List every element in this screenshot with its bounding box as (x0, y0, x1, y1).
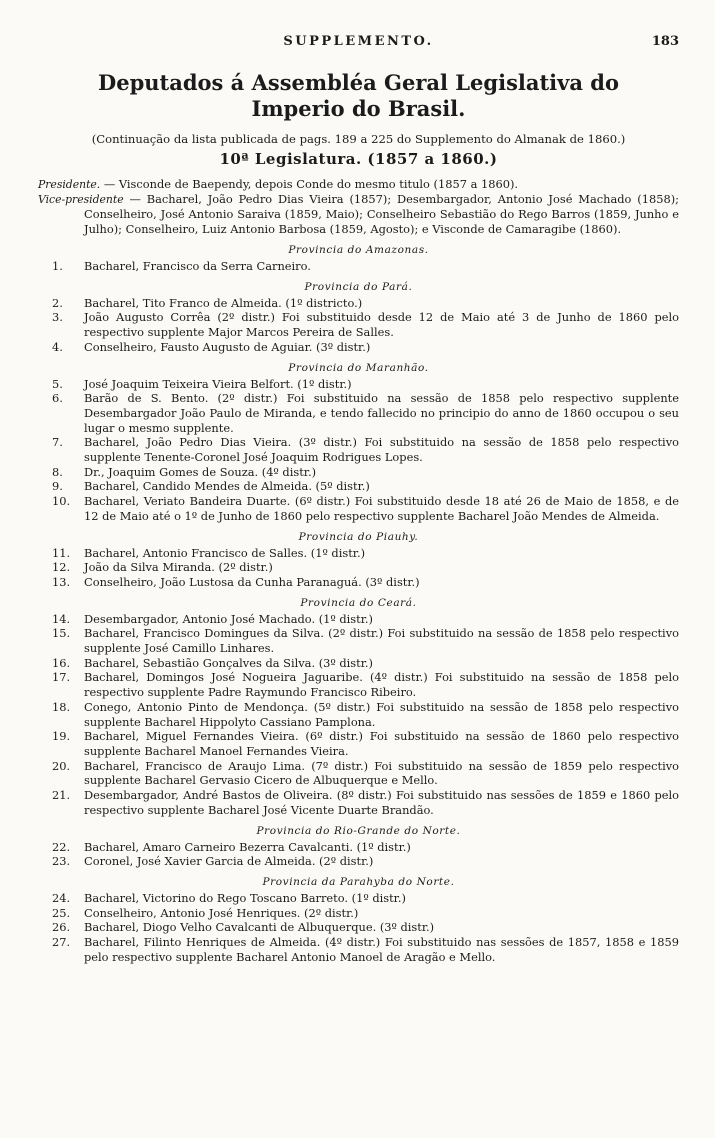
province-heading: Provincia do Maranhão. (288, 361, 429, 374)
province-section (38, 362, 679, 524)
entry-number: 14. (52, 611, 71, 626)
entry-number: 16. (52, 655, 71, 670)
province-section (38, 876, 679, 965)
deputy-entry (38, 494, 679, 523)
entry-text: Bacharel, Antonio Francisco de Salles. (1º distr.) (84, 545, 366, 560)
entry-number: 18. (52, 699, 71, 714)
entry-number: 8. (52, 464, 63, 479)
entry-text: João da Silva Miranda. (2º distr.) (84, 560, 273, 575)
entry-text: Bacharel, João Pedro Dias Vieira. (3º distr.) Foi substituido na sessão de 1858 pelo respectivo supplente Tenente-Coronel José Joaquim Rodrigues Lopes. (84, 435, 679, 465)
deputy-entry (38, 670, 679, 699)
province-heading: Provincia do Rio-Grande do Norte. (256, 824, 461, 837)
deputy-list (38, 840, 679, 869)
provinces-list (38, 244, 679, 964)
deputy-entry (38, 935, 679, 964)
deputy-entry (38, 920, 679, 935)
entry-number: 4. (52, 339, 63, 354)
deputy-entry (38, 656, 679, 671)
entry-text: Bacharel, Domingos José Nogueira Jaguaribe. (4º distr.) Foi substituido na sessão de 1858 pelo respectivo supplente Padre Raymundo Francisco Ribeiro. (84, 670, 679, 700)
entry-text: Barão de S. Bento. (2º distr.) Foi substituido na sessão de 1858 pelo respectivo supplente Desembargador João Paulo de Miranda, e tendo fallecido no principio do anno de 1860 occupou o seu lugar o mesmo supplente. (84, 391, 679, 435)
province-section (38, 597, 679, 818)
entry-text: Bacharel, Victorino do Rego Toscano Barreto. (1º distr.) (84, 890, 406, 905)
running-head-title: SUPPLEMENTO. (283, 34, 434, 49)
entry-text: Coronel, José Xavier Garcia de Almeida. (2º distr.) (84, 854, 374, 869)
entry-number: 12. (52, 560, 71, 575)
entry-text: Conselheiro, Fausto Augusto de Aguiar. (3º distr.) (84, 339, 371, 354)
deputy-entry (38, 479, 679, 494)
deputy-entry (38, 612, 679, 627)
entry-text: João Augusto Corrêa (2º distr.) Foi substituido desde 12 de Maio até 3 de Junho de 1860 pelo respectivo supplente Major Marcos Pereira de Salles. (84, 310, 679, 340)
province-heading: Provincia da Parahyba do Norte. (262, 875, 455, 888)
deputy-entry (38, 854, 679, 869)
entry-number: 1. (52, 259, 63, 273)
entry-number: 13. (52, 574, 71, 589)
province-heading: Provincia do Pará. (304, 280, 413, 293)
entry-number: 5. (52, 376, 63, 391)
entry-text: Bacharel, Candido Mendes de Almeida. (5º distr.) (84, 479, 370, 494)
deputy-entry (38, 377, 679, 392)
entry-text: Desembargador, André Bastos de Oliveira. (8º distr.) Foi substituido nas sessões de 1859 e 1860 pelo respectivo supplente Bacharel José Vicente Duarte Brandão. (84, 788, 679, 817)
deputy-list (38, 296, 679, 355)
deputy-entry (38, 788, 679, 817)
deputy-entry (38, 435, 679, 464)
entry-text: Bacharel, Filinto Henriques de Almeida. (4º distr.) Foi substituido nas sessões de 1857, 1858 e 1859 pelo respectivo supplente Bacharel Antonio Manoel de Aragão e Mello. (84, 935, 679, 964)
entry-text: Bacharel, Diogo Velho Cavalcanti de Albuquerque. (3º distr.) (84, 920, 435, 935)
entry-text: Bacharel, Veriato Bandeira Duarte. (6º distr.) Foi substituido desde 18 até 26 de Maio de 1858, e de 12 de Maio até o 1º de Junho de 1860 pelo respectivo supplente Bacharel João Mendes de Almeida. (84, 494, 679, 523)
entry-text: Desembargador, Antonio José Machado. (1º distr.) (84, 611, 373, 626)
entry-text: Bacharel, Francisco de Araujo Lima. (7º distr.) Foi substituido na sessão de 1859 pelo respectivo supplente Bacharel Gervasio Cicero de Albuquerque e Mello. (84, 758, 679, 788)
deputy-entry (38, 759, 679, 788)
entry-text: Bacharel, Francisco Domingues da Silva. (2º distr.) Foi substituido na sessão de 1858 pelo respectivo supplente José Camillo Linhares. (84, 626, 679, 656)
deputy-entry (38, 575, 679, 590)
entry-text: Conselheiro, Antonio José Henriques. (2º distr.) (84, 905, 359, 920)
province-section (38, 244, 679, 274)
deputy-entry (38, 391, 679, 435)
entry-text: Conego, Antonio Pinto de Mendonça. (5º distr.) Foi substituido na sessão de 1858 pelo respectivo supplente Bacharel Hippolyto Cassiano Pamplona. (84, 699, 679, 729)
province-heading: Provincia do Piauhy. (298, 530, 419, 543)
page-number: 183 (651, 34, 679, 49)
deputy-list (38, 546, 679, 590)
deputy-list (38, 891, 679, 965)
deputy-list (38, 377, 679, 524)
province-section (38, 825, 679, 869)
president-line (38, 177, 679, 192)
deputy-entry (38, 296, 679, 311)
deputy-entry (38, 891, 679, 906)
deputy-entry (38, 465, 679, 480)
vice-president-label: Vice-presidente (38, 193, 124, 206)
entry-number: 27. (52, 935, 71, 950)
entry-number: 26. (52, 920, 71, 935)
deputy-entry (38, 840, 679, 855)
deputy-entry (38, 340, 679, 355)
page-heading: Deputados á Assembléa Geral Legislativa do Imperio do Brasil. (98, 70, 619, 121)
province-section (38, 281, 679, 355)
entry-text: Bacharel, Sebastião Gonçalves da Silva. (3º distr.) (84, 655, 373, 670)
deputy-entry (38, 560, 679, 575)
entry-number: 7. (52, 435, 63, 450)
deputy-entry (38, 310, 679, 339)
province-heading: Provincia do Amazonas. (288, 244, 429, 256)
officers-block (38, 177, 679, 237)
entry-number: 9. (52, 479, 63, 494)
entry-number: 19. (52, 729, 71, 744)
entry-number: 21. (52, 788, 71, 803)
entry-number: 3. (52, 310, 63, 325)
entry-text: Bacharel, Francisco da Serra Carneiro. (84, 259, 311, 273)
entry-number: 10. (52, 494, 71, 509)
deputy-entry (38, 546, 679, 561)
deputy-entry (38, 259, 679, 274)
legislature-heading: 10ª Legislatura. (1857 a 1860.) (219, 150, 498, 168)
vice-president-text: — Bacharel, João Pedro Dias Vieira (1857); Desembargador, Antonio José Machado (1858); Conselheiro, José Antonio Saraiva (1859, Maio); Conselheiro Sebastião do Rego Barros (1859, Junho e Julho); Conselheiro, Luiz Antonio Barbosa (1859, Agosto); e Visconde de Camaragibe (1860). (84, 192, 679, 236)
deputy-list (38, 259, 679, 274)
deputy-entry (38, 626, 679, 655)
entry-number: 22. (52, 839, 71, 854)
entry-text: Conselheiro, João Lustosa da Cunha Paranaguá. (3º distr.) (84, 574, 420, 589)
entry-number: 25. (52, 905, 71, 920)
intro-note: (Continuação da lista publicada de pags. 189 a 225 do Supplemento do Almanak de 1860.) (91, 132, 626, 146)
entry-text: José Joaquim Teixeira Vieira Belfort. (1º distr.) (84, 376, 352, 391)
province-heading: Provincia do Ceará. (300, 596, 417, 609)
president-text: — Visconde de Baependy, depois Conde do mesmo titulo (1857 a 1860). (100, 177, 519, 191)
entry-text: Bacharel, Miguel Fernandes Vieira. (6º distr.) Foi substituido na sessão de 1860 pelo respectivo supplente Bacharel Manoel Fernandes Vieira. (84, 729, 679, 758)
deputy-entry (38, 906, 679, 921)
deputy-entry (38, 700, 679, 729)
deputy-list (38, 612, 679, 818)
entry-number: 2. (52, 295, 63, 310)
entry-number: 15. (52, 626, 71, 641)
entry-text: Bacharel, Amaro Carneiro Bezerra Cavalcanti. (1º distr.) (84, 839, 411, 854)
entry-number: 11. (52, 545, 71, 560)
entry-number: 23. (52, 854, 71, 869)
province-section (38, 531, 679, 590)
entry-number: 20. (52, 758, 71, 773)
vice-president-line (38, 192, 679, 237)
president-label: Presidente. (38, 178, 101, 191)
deputy-entry (38, 729, 679, 758)
entry-text: Dr., Joaquim Gomes de Souza. (4º distr.) (84, 464, 317, 479)
entry-number: 24. (52, 890, 71, 905)
entry-text: Bacharel, Tito Franco de Almeida. (1º districto.) (84, 295, 363, 310)
entry-number: 6. (52, 391, 63, 406)
running-head (38, 30, 679, 52)
entry-number: 17. (52, 670, 71, 685)
